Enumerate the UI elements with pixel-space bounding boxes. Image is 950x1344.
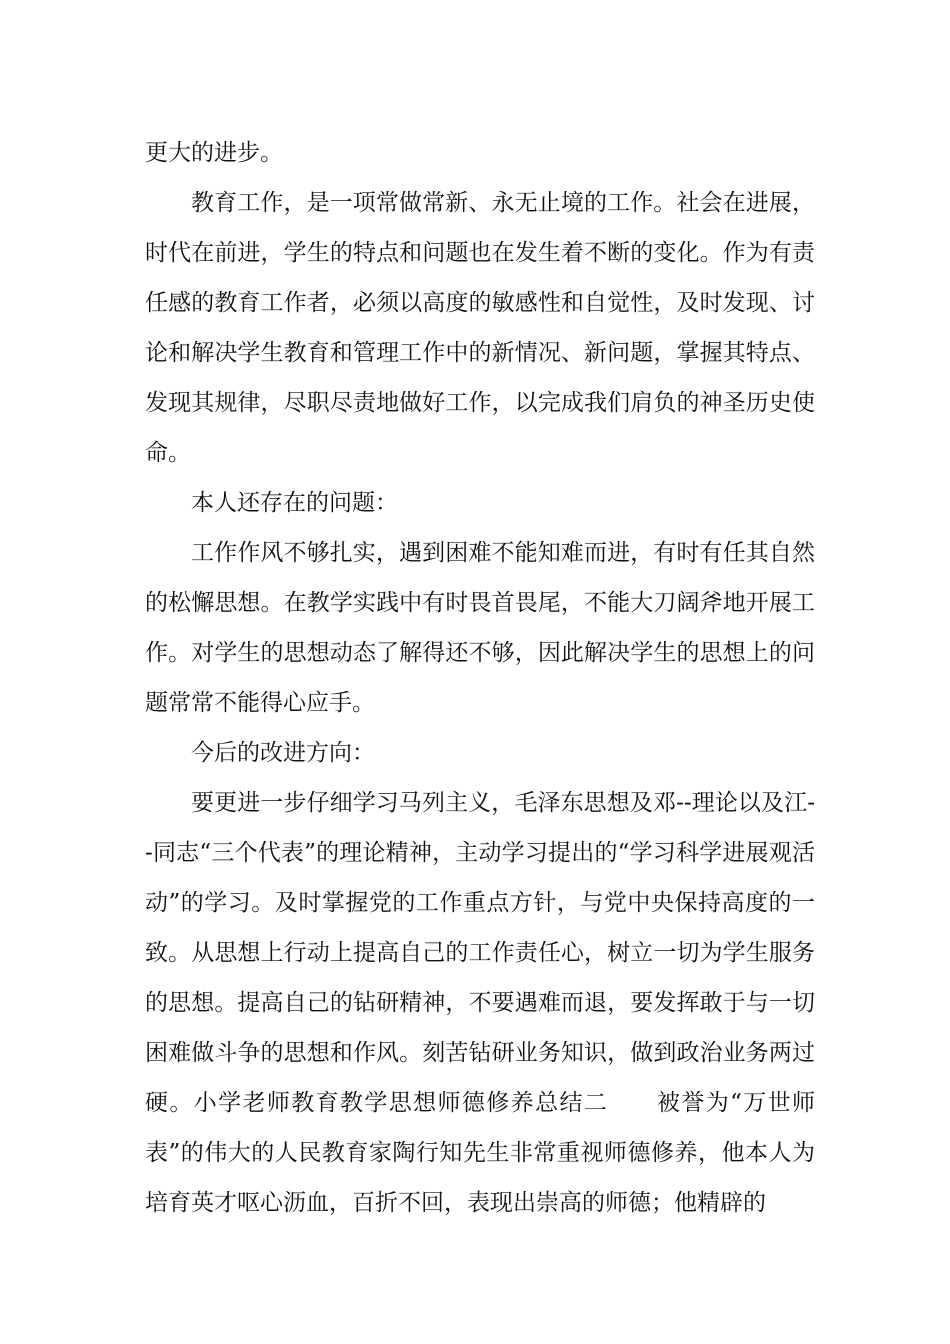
document-body	[145, 128, 815, 1228]
paragraph-education-work: 教育工作，是一项常做常新、永无止境的工作。社会在进展，时代在前进，学生的特点和问题也在发生着不断的变化。作为有责任感的教育工作者，必须以高度的敏感性和自觉性，及时发现、讨论和解决学生教育和管理工作中的新情况、新问题，掌握其特点、发现其规律，尽职尽责地做好工作，以完成我们肩负的神圣历史使命。	[145, 190, 815, 466]
heading-existing-problems: 本人还存在的问题：	[191, 490, 398, 516]
paragraph-improvement: 要更进一步仔细学习马列主义，毛泽东思想及邓--理论以及江--同志“三个代表”的理论精神，主动学习提出的“学习科学进展观活动”的学习。及时掌握党的工作重点方针，与党中央保持高度的一致。从思想上行动上提高自己的工作责任心，树立一切为学生服务的思想。提高自己的钻研精神，不要遇难而退，要发挥敢于与一切困难做斗争的思想和作风。刻苦钻研业务知识，做到政治业务两过硬。小学老师教育教学思想师德修养总结二 被誉为“万世师表”的伟大的人民教育家陶行知先生非常重视师德修养，他本人为培育英才呕心沥血，百折不回，表现出崇高的师德；他精辟的	[145, 790, 815, 1216]
paragraph-continuation: 更大的进步。	[145, 140, 283, 166]
heading-improvement-direction: 今后的改进方向：	[191, 740, 375, 766]
paragraph-problems: 工作作风不够扎实，遇到困难不能知难而进，有时有任其自然的松懈思想。在教学实践中有时畏首畏尾，不能大刀阔斧地开展工作。对学生的思想动态了解得还不够，因此解决学生的思想上的问题常常不能得心应手。	[145, 540, 815, 716]
